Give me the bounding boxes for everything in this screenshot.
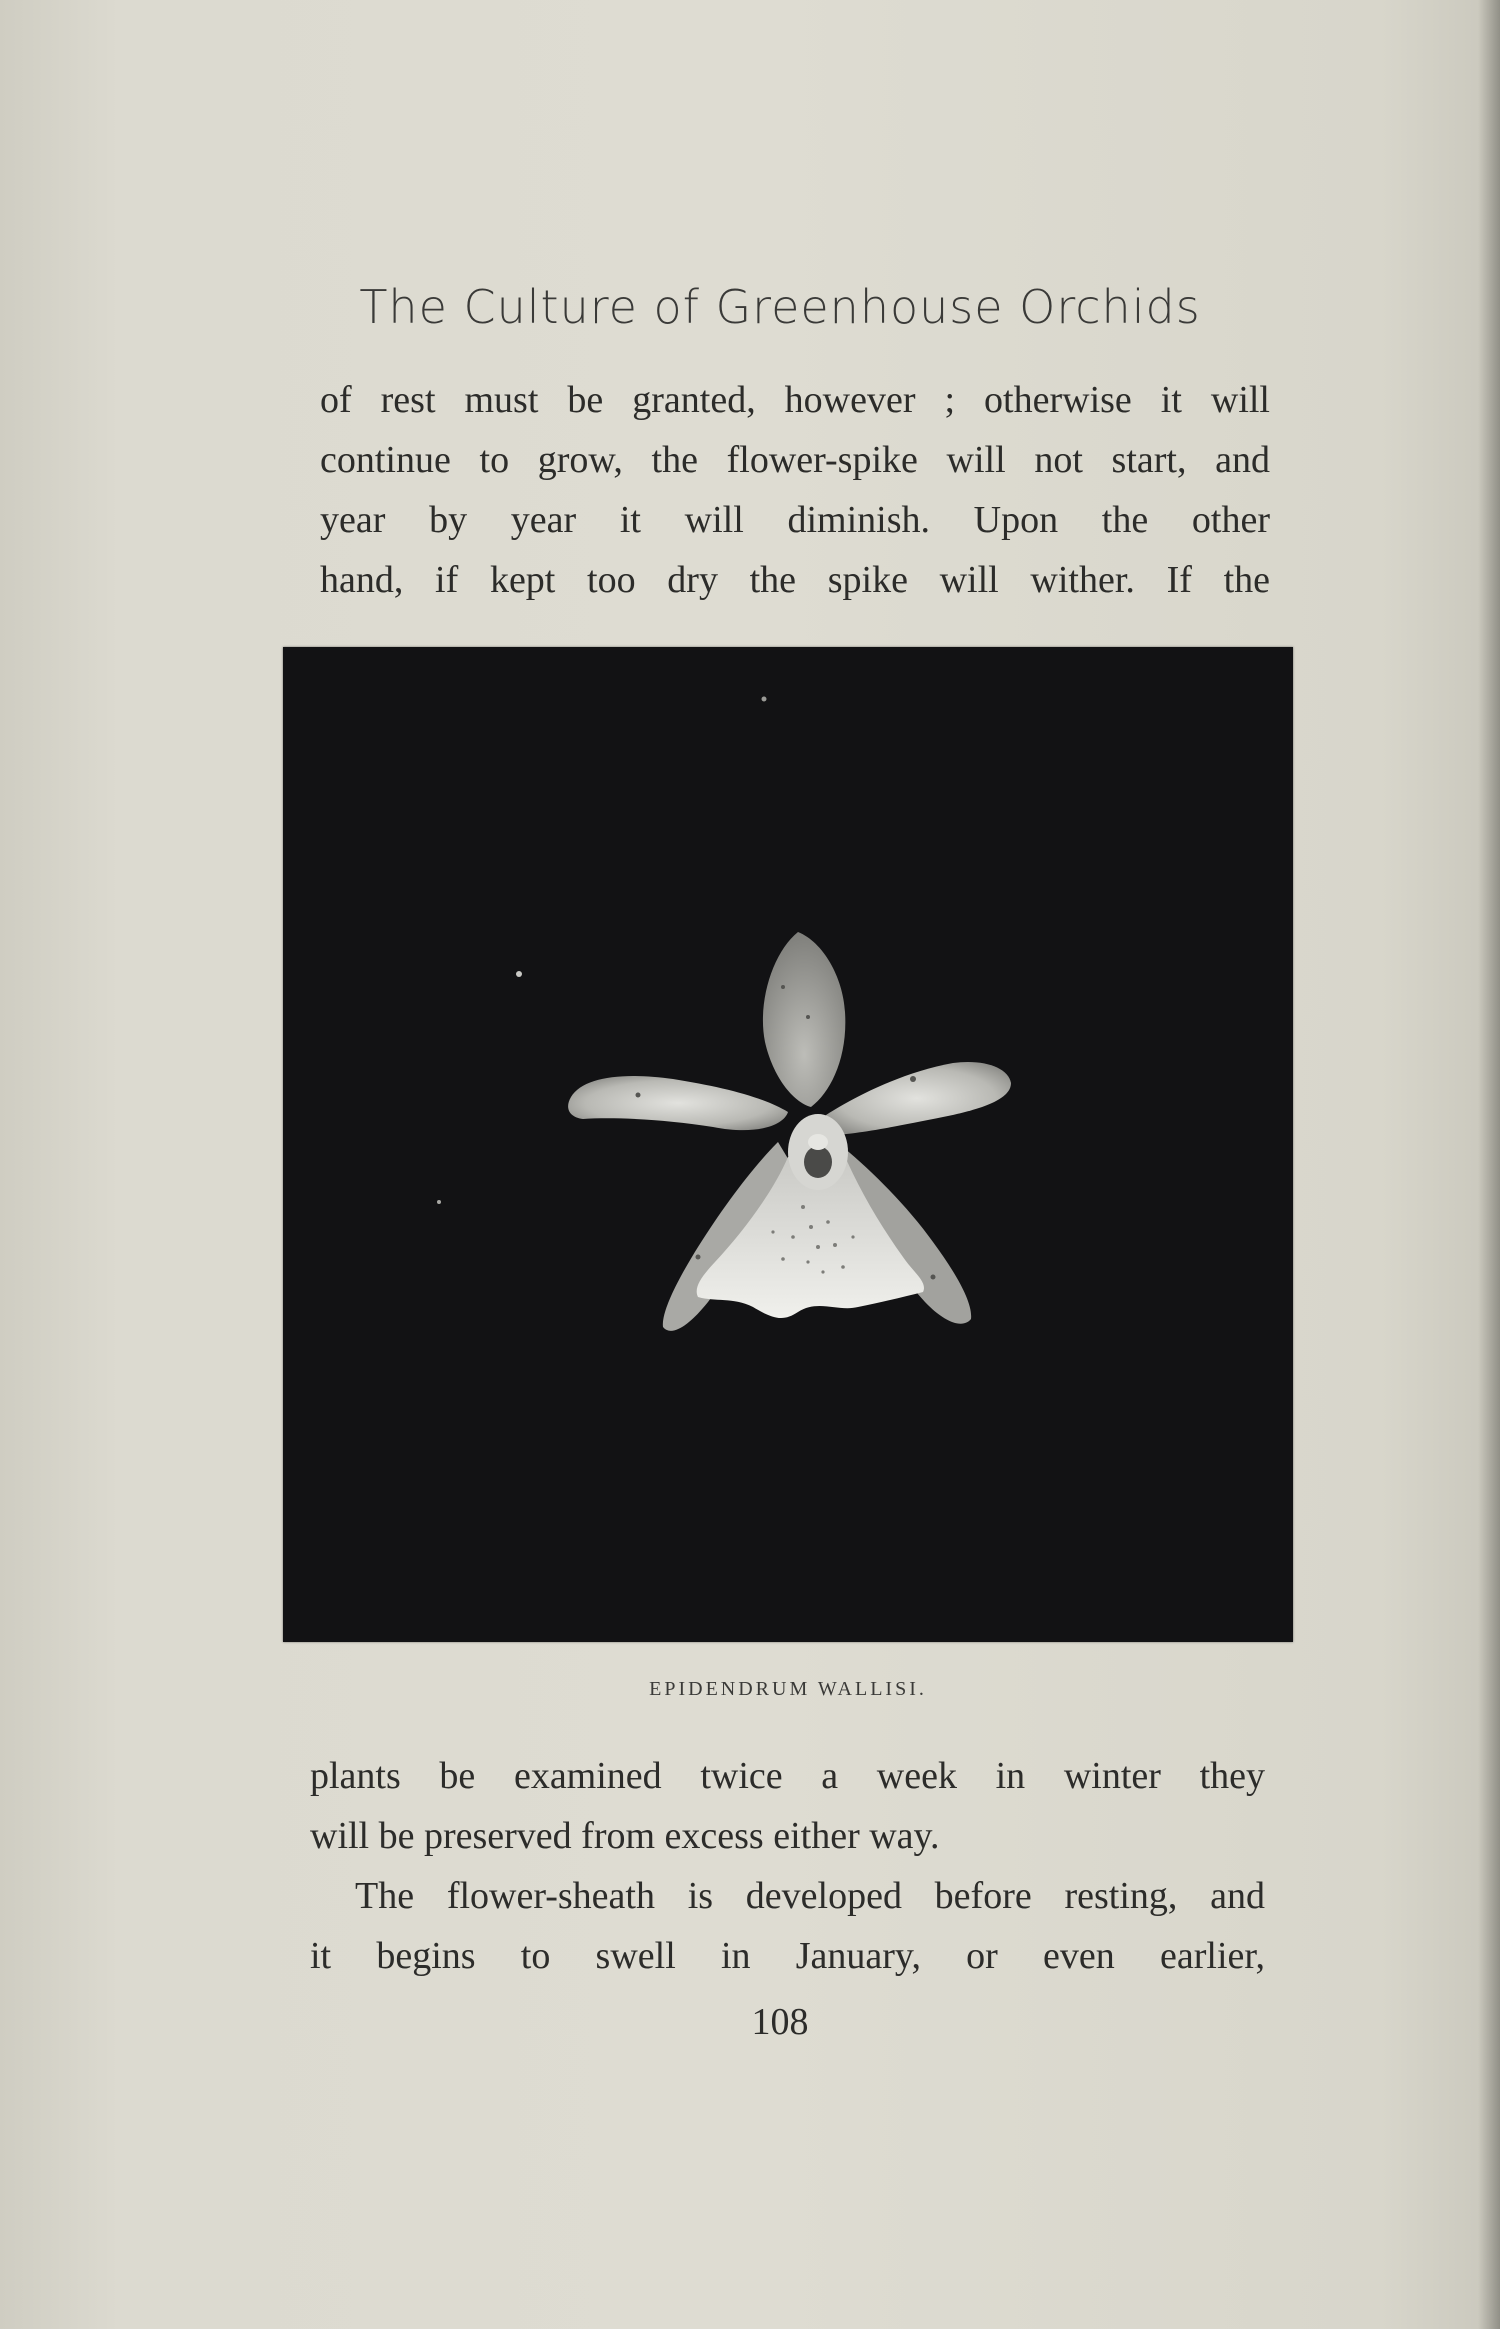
running-head: The Culture of Greenhouse Orchids (359, 280, 1201, 334)
text-line: of rest must be granted, however ; otherwise it will (320, 379, 1270, 421)
text-line: hand, if kept too dry the spike will wither. If the (320, 559, 1270, 601)
paragraph-before-plate (320, 370, 1270, 610)
orchid-flower-icon (283, 647, 1293, 1642)
page-number: 108 (751, 2001, 809, 2043)
text-line: year by year it will diminish. Upon the other (320, 499, 1270, 541)
orchid-plate-photo (283, 647, 1293, 1642)
text-line: it begins to swell in January, or even earlier, (310, 1935, 1265, 1977)
plate-caption: EPIDENDRUM WALLISI. (649, 1678, 927, 1700)
paragraph-after-plate (310, 1746, 1265, 1866)
text-line: will be preserved from excess either way. (310, 1815, 940, 1857)
text-line: The flower-sheath is developed before resting, and (355, 1875, 1265, 1917)
text-line: continue to grow, the flower-spike will not start, and (320, 439, 1270, 481)
page-edge-shadow (1478, 0, 1500, 2329)
paragraph-next (310, 1866, 1265, 1986)
text-line: plants be examined twice a week in winter they (310, 1755, 1265, 1797)
